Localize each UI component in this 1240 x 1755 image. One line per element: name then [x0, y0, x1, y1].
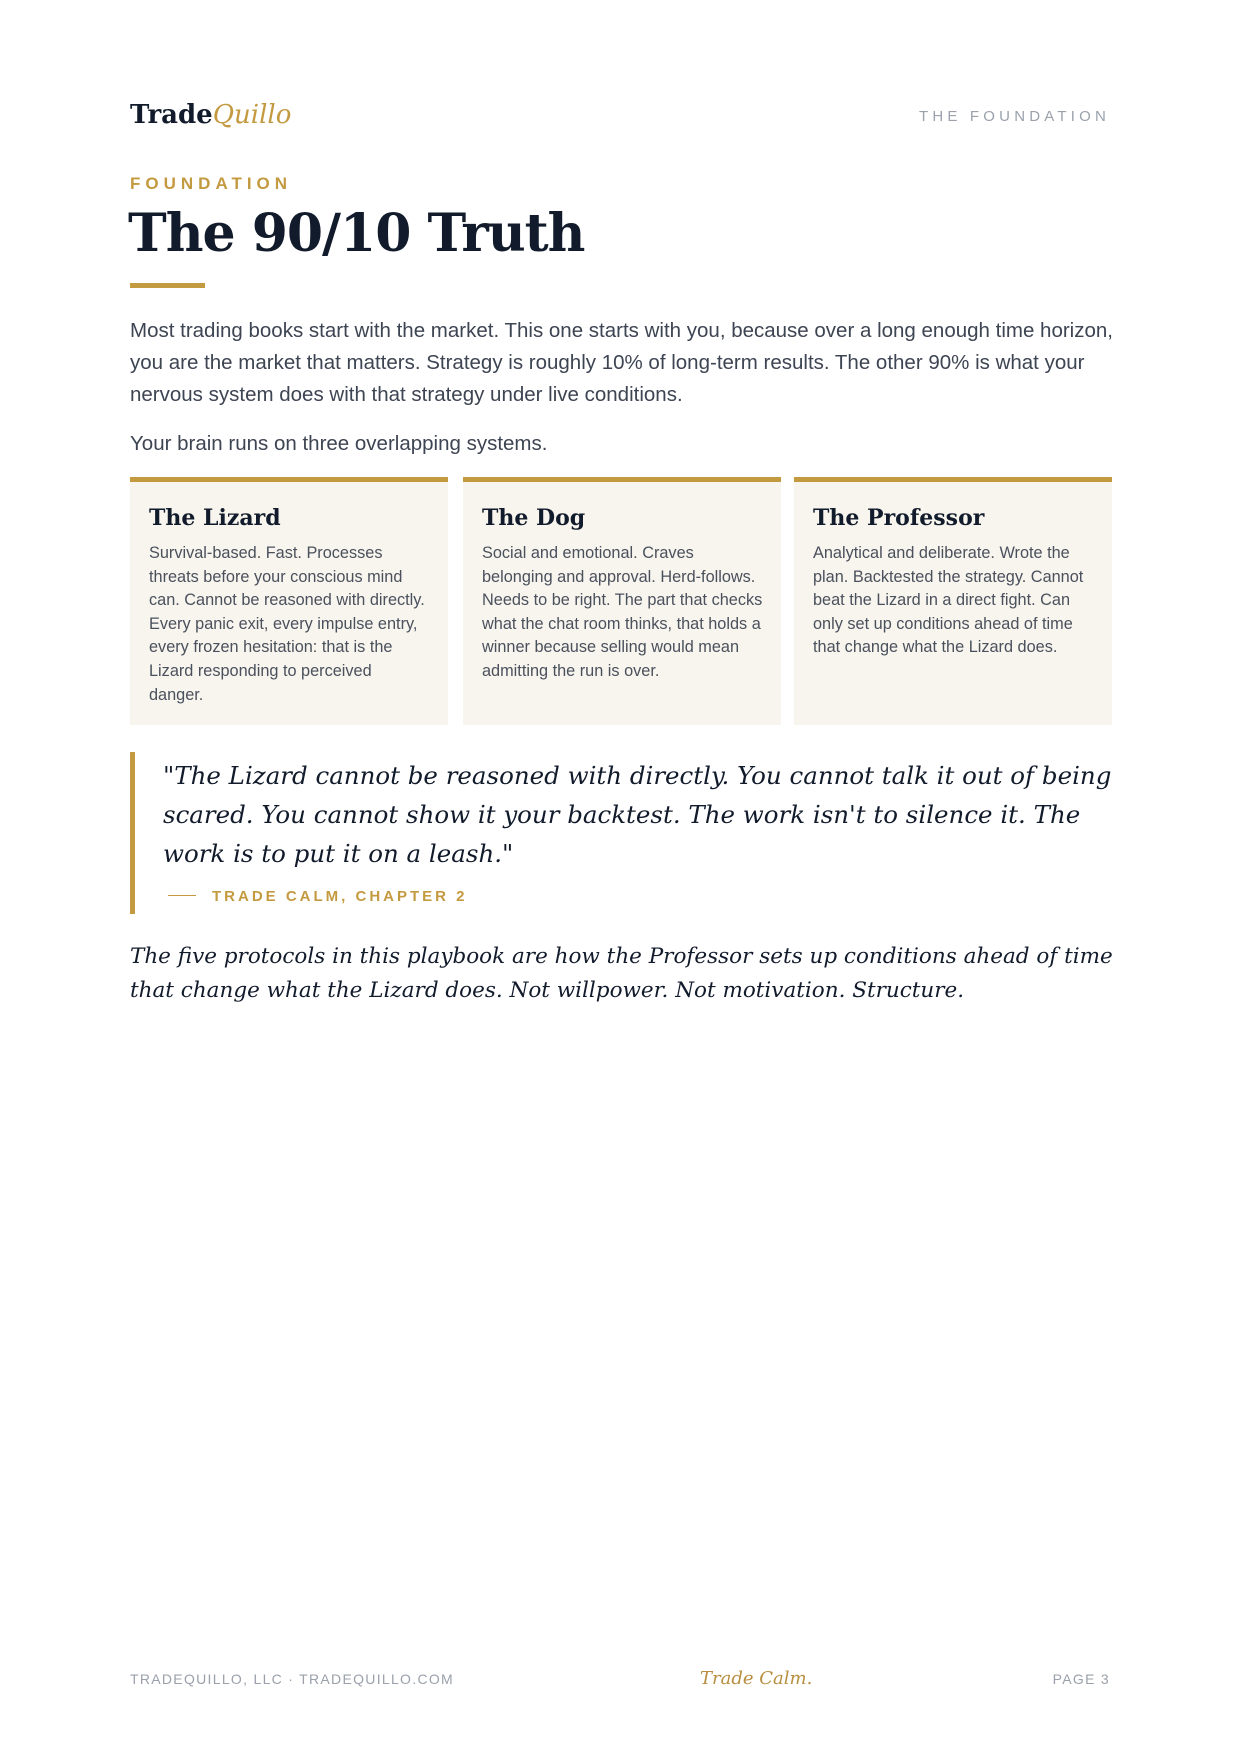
footer-tagline: Trade Calm.: [700, 1668, 813, 1689]
logo-primary-text: Trade: [130, 100, 213, 130]
closing-paragraph: The five protocols in this playbook are how the Professor sets up conditions ahead of time that change what the Lizard does. Not willpower. Not motivation. Structure.: [130, 944, 1113, 1003]
quote-text: "The Lizard cannot be reasoned with directly. You cannot talk it out of being scared. You cannot show it your backtest. The work isn't to silence it. The work is to put it on a leash.": [163, 761, 1112, 868]
intro-paragraph: Most trading books start with the market. This one starts with you, because over a long enough time horizon, you are the market that matters. Strategy is roughly 10% of long-term results. The other 90% is what your nervous system does with that strategy under live conditions.: [130, 319, 1113, 406]
brain-systems-cards: [130, 477, 1112, 725]
card-professor: [794, 477, 1112, 725]
page-footer: [130, 1668, 1110, 1692]
title-underline: [130, 283, 205, 288]
card-title: The Professor: [813, 505, 985, 531]
quote-source-text: TRADE CALM, CHAPTER 2: [212, 888, 468, 905]
card-body: Analytical and deliberate. Wrote the plan. Backtested the strategy. Cannot beat the Lizard in a direct fight. Can only set up conditions ahead of time that change what the Lizard does.: [813, 544, 1084, 657]
lead-paragraph: Your brain runs on three overlapping systems.: [130, 432, 548, 455]
quote-dash: [168, 895, 196, 896]
page-header: [130, 100, 1110, 136]
card-body: Social and emotional. Craves belonging and approval. Herd-follows. Needs to be right. The part that checks what the chat room thinks, that holds a winner because selling would mean admitting the run is over.: [482, 544, 763, 680]
quote-source: [168, 888, 468, 905]
page-title: The 90/10 Truth: [128, 203, 585, 264]
card-title: The Dog: [482, 505, 586, 531]
card-body: Survival-based. Fast. Processes threats before your conscious mind can. Cannot be reasoned with directly. Every panic exit, every impulse entry, every frozen hesitation: that is the Lizard responding to perceived danger.: [149, 544, 425, 704]
card-lizard: [130, 477, 448, 725]
brand-logo: [130, 100, 291, 130]
footer-company: TRADEQUILLO, LLC · TRADEQUILLO.COM: [130, 1671, 455, 1687]
pull-quote: [130, 752, 1115, 914]
card-dog: [463, 477, 781, 725]
card-title: The Lizard: [149, 505, 281, 531]
section-label: THE FOUNDATION: [918, 108, 1110, 125]
section-eyebrow: FOUNDATION: [130, 174, 293, 193]
page-number: PAGE 3: [1052, 1671, 1110, 1687]
logo-accent-text: Quillo: [212, 100, 292, 130]
